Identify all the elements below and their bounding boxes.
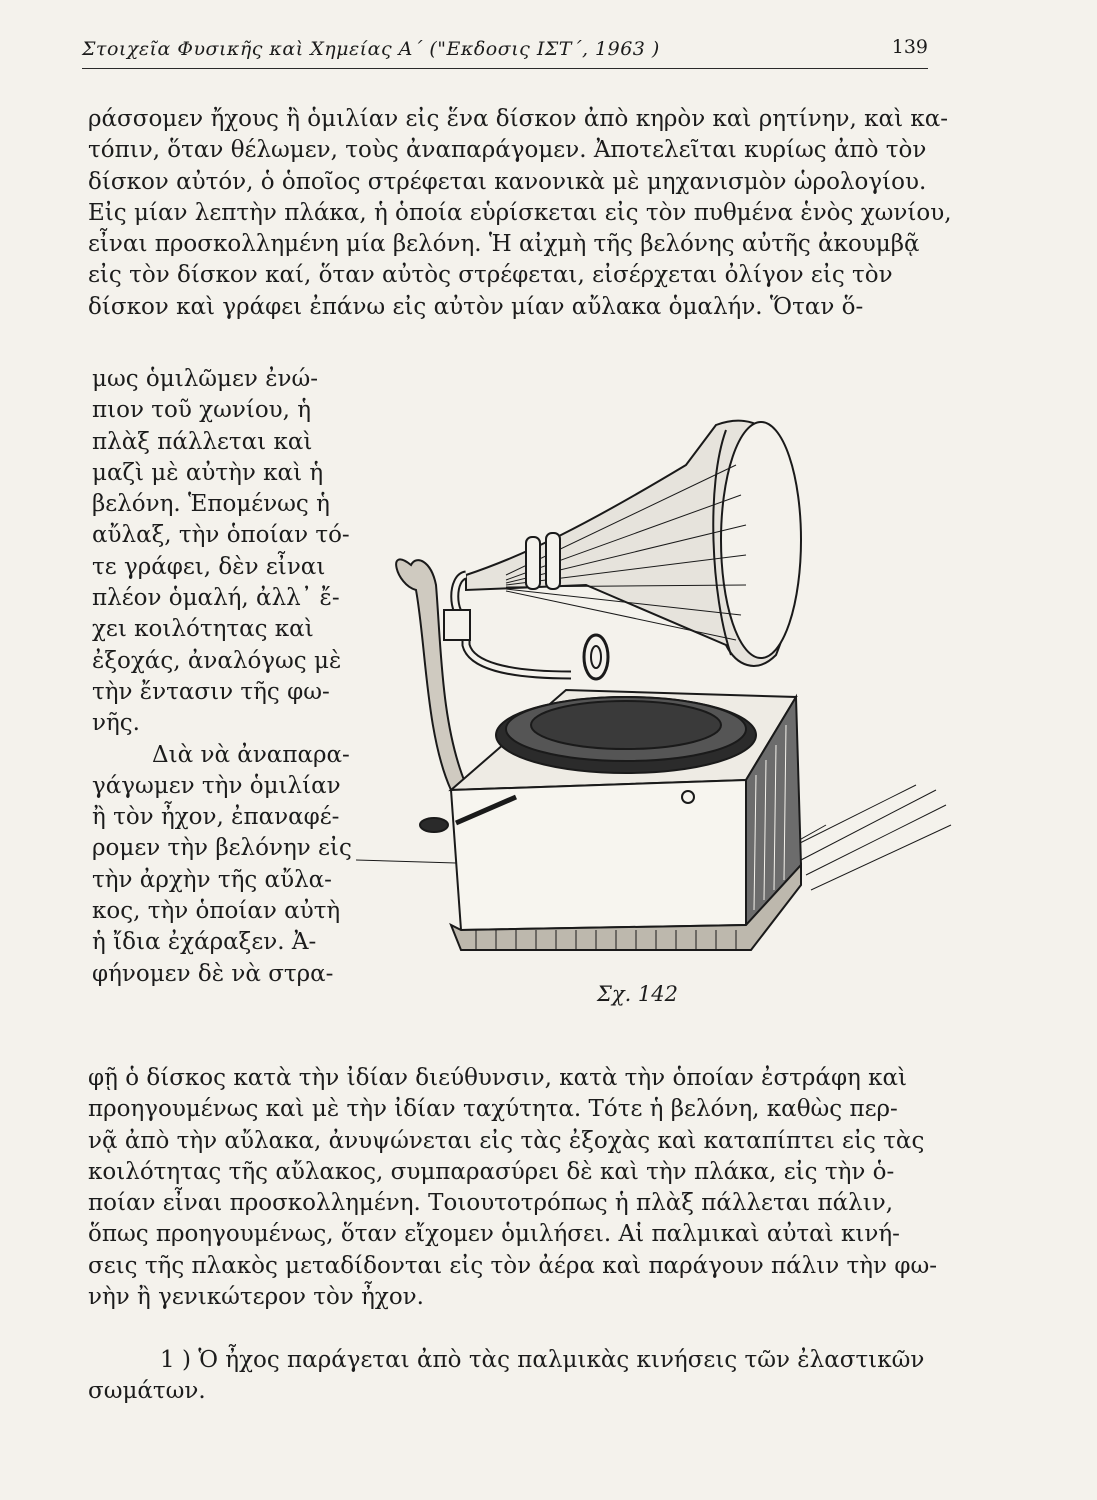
paragraph-narrow-column [92,364,350,990]
text-line: κοιλότητας τῆς αὔλακος, συμπαρασύρει δὲ καὶ τὴν πλάκα, εἰς τὴν ὁ- [88,1158,895,1185]
paragraph-bottom [88,1063,938,1313]
text-line: αὔλαξ, τὴν ὁποίαν τό- [92,522,350,549]
text-line: δίσκον καὶ γράφει ἐπάνω εἰς αὐτὸν μίαν αὔλακα ὁμαλήν. Ὅταν ὅ- [88,293,864,320]
text-line: τόπιν, ὅταν θέλωμεν, τοὺς ἀναπαράγομεν. Ἀποτελεῖται κυρίως ἀπὸ τὸν [88,137,927,164]
text-line: μως ὁμιλῶμεν ἐνώ- [92,366,319,392]
horn [466,421,801,666]
text-line: φήνομεν δὲ νὰ στρα- [92,960,334,987]
page-number: 139 [891,36,928,58]
paragraph-top [88,104,952,323]
turntable [451,690,796,790]
text-line: πιον τοῦ χωνίου, ἡ [92,397,312,424]
text-line: νᾷ ἀπὸ τὴν αὔλακα, ἀνυψώνεται εἰς τὰς ἐξοχὰς καὶ καταπίπτει εἰς τὰς [88,1127,925,1154]
text-line: εἰς τὸν δίσκον καί, ὅταν αὐτὸς στρέφεται, εἰσέρχεται ὀλίγον εἰς τὸν [88,262,893,289]
text-line: σεις τῆς πλακὸς μεταδίδονται εἰς τὸν ἀέρα καὶ παράγουν πάλιν τὴν φω- [88,1252,937,1279]
text-line: νῆς. [92,710,140,737]
text-line: πλέον ὁμαλή, ἀλλ᾽ ἔ- [92,585,340,612]
text-line: γάγωμεν τὴν ὁμιλίαν [92,772,341,799]
text-line: Διὰ νὰ ἀναπαρα- [152,741,350,768]
text-line: ἢ τὸν ἦχον, ἐπαναφέ- [92,804,340,831]
text-line: Εἰς μίαν λεπτὴν πλάκα, ἡ ὁποία εὑρίσκεται εἰς τὸν πυθμένα ἑνὸς χωνίου, [88,199,952,226]
text-line: ἡ ἴδια ἐχάραξεν. Ἀ- [92,929,317,956]
text-line: δίσκον αὐτόν, ὁ ὁποῖος στρέφεται κανονικὰ μὲ μηχανισμὸν ὡρολογίου. [88,168,927,195]
text-line: τε γράφει, δὲν εἶναι [92,553,326,580]
text-line: ράσσομεν ἤχους ἢ ὁμιλίαν εἰς ἕνα δίσκον ἀπὸ κηρὸν καὶ ρητίνην, καὶ κα- [88,106,949,132]
text-line: τὴν ἀρχὴν τῆς αὔλα- [92,866,332,893]
text-line: μαζὶ μὲ αὐτὴν καὶ ἡ [92,459,324,486]
page-header [82,34,928,69]
text-line: εἶναι προσκολλημένη μία βελόνη. Ἡ αἰχμὴ τῆς βελόνης αὐτῆς ἀκουμβᾷ [88,231,920,258]
text-line: ἐξοχάς, ἀναλόγως μὲ [92,647,342,674]
text-line: χει κοιλότητας καὶ [92,616,314,643]
text-line: νὴν ἢ γενικώτερον τὸν ἦχον. [88,1284,424,1311]
text-line: φῇ ὁ δίσκος κατὰ τὴν ἰδίαν διεύθυνσιν, κατὰ τὴν ὁποίαν ἐστράφη καὶ [88,1065,908,1091]
gramophone-illustration [356,405,956,1005]
text-line: τὴν ἔντασιν τῆς φω- [92,678,330,705]
text-line: βελόνη. Ἑπομένως ἡ [92,491,330,518]
text-line: ποίαν εἶναι προσκολλημένη. Τοιουτοτρόπως ἡ πλὰξ πάλλεται πάλιν, [88,1190,894,1217]
text-line: ὅπως προηγουμένως, ὅταν εἴχομεν ὁμιλήσει. Αἱ παλμικαὶ αὐταὶ κινή- [88,1221,900,1248]
footnote [88,1345,938,1408]
text-line: κος, τὴν ὁποίαν αὐτὴ [92,898,341,925]
footnote-line: σωμάτων. [88,1378,206,1405]
text-line: προηγουμένως καὶ μὲ τὴν ἰδίαν ταχύτητα. Τότε ἡ βελόνη, καθὼς περ- [88,1096,898,1123]
running-title: Στοιχεῖα Φυσικῆς καὶ Χημείας Α΄ ("Εκδοσις ΙΣΤ΄, 1963 ) [82,38,660,60]
footnote-line: 1 ) Ὁ ἦχος παράγεται ἀπὸ τὰς παλμικὰς κινήσεις τῶν ἐλαστικῶν [160,1347,925,1373]
figure-caption: Σχ. 142 [597,982,679,1006]
text-line: ρομεν τὴν βελόνην εἰς [92,835,352,862]
text-line: πλὰξ πάλλεται καὶ [92,428,313,455]
